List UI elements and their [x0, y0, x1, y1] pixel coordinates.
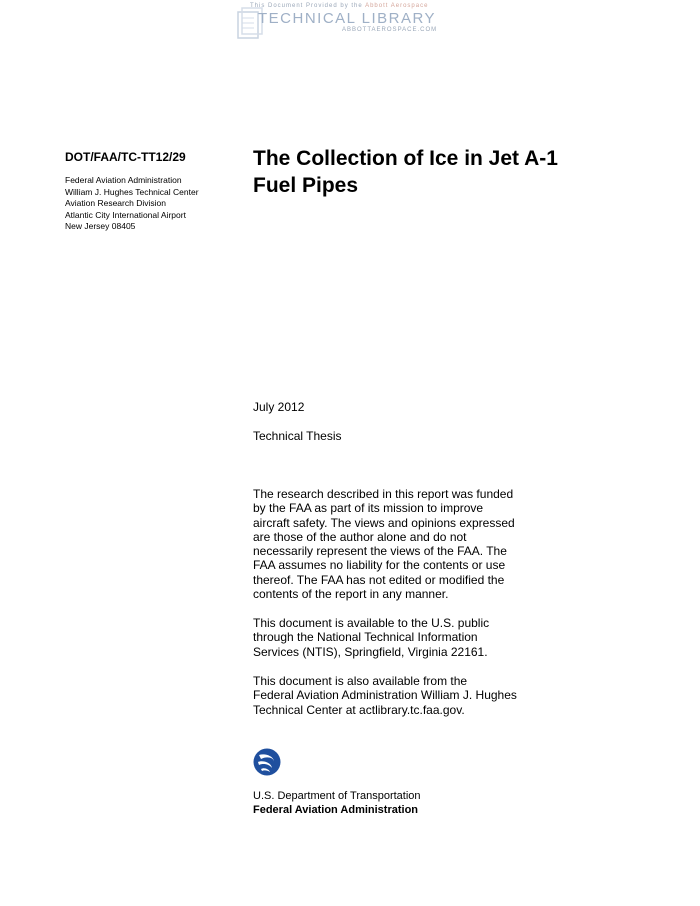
- report-number: DOT/FAA/TC-TT12/29: [65, 150, 186, 164]
- watermark-title: TECHNICAL LIBRARY: [258, 10, 437, 27]
- footer-agency: Federal Aviation Administration: [253, 804, 419, 816]
- report-title: [253, 145, 653, 199]
- watermark-header: [236, 2, 456, 42]
- report-title-line: Fuel Pipes: [253, 174, 359, 197]
- paragraph-line: thereof. The FAA has not edited or modified the: [253, 572, 505, 587]
- dot-logo-icon: [253, 748, 281, 776]
- organization-line: Aviation Research Division: [65, 198, 166, 208]
- watermark-provided-by: [250, 3, 428, 9]
- ntis-availability-paragraph: [253, 616, 489, 659]
- report-type: Technical Thesis: [253, 429, 342, 443]
- report-title-line: The Collection of Ice in Jet A-1: [253, 147, 558, 170]
- paragraph-line: necessarily represent the views of the FAA. The: [253, 544, 507, 559]
- organization-line: Federal Aviation Administration: [65, 175, 182, 185]
- paragraph-line: through the National Technical Information: [253, 630, 478, 645]
- faa-availability-paragraph: [253, 674, 517, 717]
- organization-line: Atlantic City International Airport: [65, 209, 186, 220]
- organization-line: New Jersey 08405: [65, 221, 136, 231]
- organization-line: William J. Hughes Technical Center: [65, 186, 199, 197]
- organization-address: [65, 175, 199, 233]
- paragraph-line: The research described in this report was funded: [253, 487, 514, 501]
- disclaimer-paragraph: [253, 487, 515, 601]
- paragraph-line: FAA assumes no liability for the contents or use: [253, 558, 506, 573]
- watermark-provided-text: This Document Provided by the: [250, 3, 363, 9]
- watermark-url: ABBOTTAEROSPACE.COM: [342, 27, 438, 33]
- footer-department: U.S. Department of Transportation: [253, 790, 421, 802]
- paragraph-line: by the FAA as part of its mission to improve: [253, 501, 484, 516]
- watermark-brand: Abbott Aerospace: [365, 3, 429, 9]
- paragraph-line: Federal Aviation Administration William J. Hughes: [253, 688, 517, 703]
- paragraph-line: This document is available to the U.S. public: [253, 616, 490, 630]
- paragraph-line: aircraft safety. The views and opinions expressed: [253, 515, 515, 530]
- paragraph-line: This document is also available from the: [253, 674, 468, 688]
- paragraph-line: contents of the report in any manner.: [253, 587, 449, 602]
- report-date: July 2012: [253, 400, 305, 414]
- paragraph-line: are those of the author alone and do not: [253, 529, 467, 544]
- paragraph-line: Services (NTIS), Springfield, Virginia 22161.: [253, 644, 488, 659]
- paragraph-line: Technical Center at actlibrary.tc.faa.gov.: [253, 702, 465, 717]
